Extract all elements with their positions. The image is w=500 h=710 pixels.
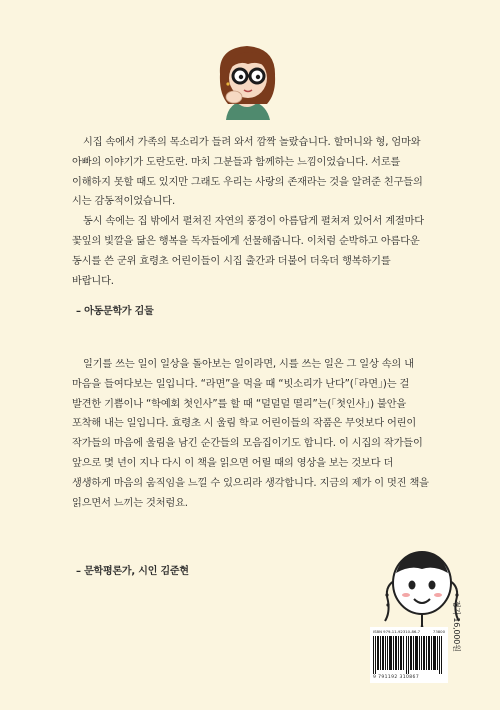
barcode-digits: 9 791192 310867 [373, 675, 420, 680]
review-paragraph: 일기를 쓰는 일이 일상을 돌아보는 일이라면, 시를 쓰는 일은 그 일상 속의 내 마음을 들여다보는 일입니다. “라면”을 먹을 때 “빗소리가 난다”(「라면」)는 걸 발견한 기쁨이나 “학예회 첫인사”를 할 때 “덜덜덜 떨리”는(「첫인사」) 불안을 포착해 내는 일입니다. 효령초 시 울림 학교 어린이들의 작품은 무엇보다 어린이 작가들의 마음에 울림을 남긴 순간들의 모음집이기도 합니다. 이 시집의 작가들이 앞으로 몇 년이 지나 다시 이 책을 읽으면 어릴 때의 영상을 보는 것보다 더 생생하게 마음의 움직임을 느낄 수 있으리라 생각합니다. 지금의 제가 이 멋진 책을 읽으면서 느끼는 것처럼요. [72, 359, 429, 509]
review-block-children-author [72, 133, 432, 291]
isbn-barcode [370, 627, 448, 683]
barcode-bars [373, 636, 445, 674]
girl-reading-illustration [212, 42, 282, 120]
price-label: 정가 16,000원 [452, 600, 461, 652]
review-signature: – 문학평론가, 시인 김준현 [76, 566, 189, 577]
review-paragraph: 동시 속에는 집 밖에서 펼쳐진 자연의 풍경이 아름답게 펼쳐져 있어서 계절마다 꽃잎의 빛깔을 닮은 행복을 독자들에게 선물해줍니다. 이처럼 순박하고 아름다운 동시를 쓴 군위 효령초 어린이들이 시집 출간과 더불어 더욱더 행복하기를 바랍니다. [72, 216, 424, 287]
isbn-text: ISBN 979-11-92310-86-7 [373, 629, 421, 634]
isbn-addon-code: 73800 [432, 629, 445, 634]
review-signature: – 아동문학가 김둘 [76, 306, 154, 317]
review-block-critic [72, 355, 432, 513]
review-paragraph: 시집 속에서 가족의 목소리가 들려 와서 깜짝 놀랐습니다. 할머니와 형, 엄마와 아빠의 이야기가 도란도란. 마치 그분들과 함께하는 느낌이었습니다. 서로를 이해하지 못할 때도 있지만 그래도 우리는 사랑의 존재라는 것을 알려준 친구들의 시는 감동적이었습니다. [72, 137, 423, 208]
